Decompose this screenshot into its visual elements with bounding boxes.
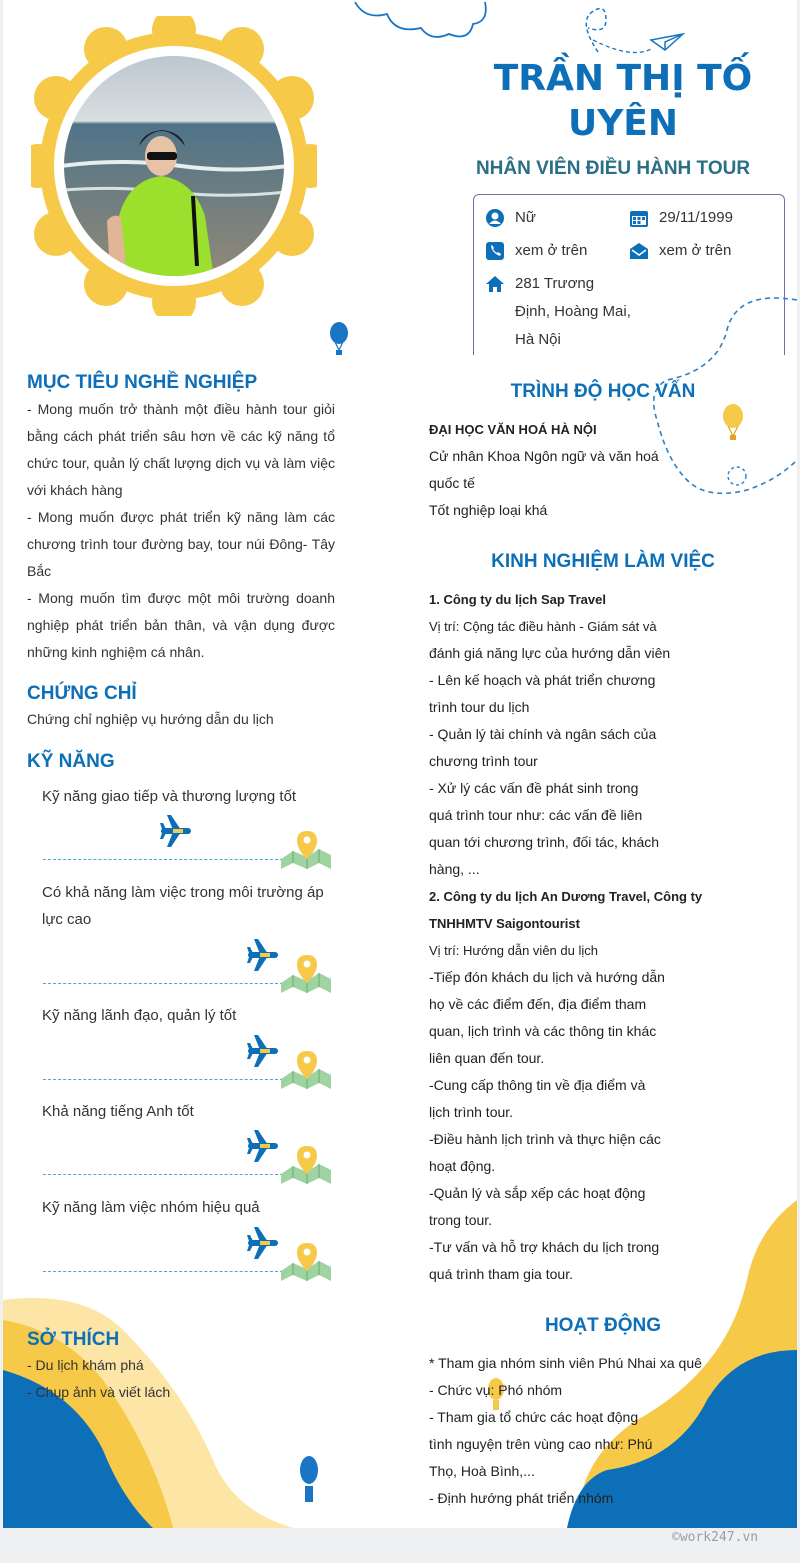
experience-line: đánh giá năng lực của hướng dẫn viên (429, 645, 671, 661)
experience-line: 2. Công ty du lịch An Dương Travel, Công ty (429, 889, 703, 904)
map-pin-icon (279, 1241, 333, 1283)
experience-line: - Xử lý các vấn đề phát sinh trong (429, 780, 639, 796)
hobbies-heading: SỞ THÍCH (27, 1329, 120, 1350)
paper-plane-icon (651, 34, 683, 50)
experience-line: -Cung cấp thông tin về địa điểm và (429, 1077, 646, 1093)
hobby-item: - Du lịch khám phá (27, 1357, 144, 1373)
grade: Tốt nghiệp loại khá (429, 502, 548, 518)
map-pin-icon (279, 1144, 333, 1186)
user-icon (485, 208, 505, 228)
experience-line: Vị trí: Cộng tác điều hành - Giám sát và (429, 619, 657, 634)
cloud-decoration (355, 2, 486, 37)
airplane-icon (246, 1033, 280, 1069)
skill-dashed-line (43, 859, 283, 860)
objective-item: - Mong muốn tìm được một môi trường doanh nghiệp phát triển bản thân, và vận dụng được những kinh nghiệm cá nhân. (27, 590, 335, 660)
address-value (515, 270, 631, 354)
birthday-value: 29/11/1999 (659, 209, 733, 226)
education-block (429, 416, 749, 524)
airplane-icon (159, 813, 193, 849)
address-line: Hà Nội (515, 331, 561, 348)
experience-line: -Điều hành lịch trình và thực hiện các (429, 1131, 661, 1147)
skill-item: Có khả năng làm việc trong môi trường áp lực cao (42, 884, 324, 928)
skill-item: Kỹ năng giao tiếp và thương lượng tốt (42, 788, 297, 805)
balloon-blue-bottom-icon (300, 1456, 318, 1502)
airplane-icon (246, 1225, 280, 1261)
name-line-2: UYÊN (567, 103, 679, 144)
experience-line: hàng, ... (429, 861, 480, 877)
skills-heading: KỸ NĂNG (27, 751, 115, 772)
watermark: ©work247.vn (672, 1530, 759, 1545)
map-pin-icon (279, 953, 333, 995)
airplane-icon (246, 937, 280, 973)
home-icon (485, 274, 505, 294)
skill-item: Khả năng tiếng Anh tốt (42, 1103, 194, 1120)
address-line: 281 Trương (515, 275, 595, 292)
skill-dashed-line (43, 1271, 283, 1272)
hobbies-list (27, 1352, 170, 1406)
activities-block (429, 1350, 759, 1512)
hobby-item: - Chụp ảnh và viết lách (27, 1384, 171, 1400)
experience-line: quá trình tham gia tour. (429, 1266, 573, 1282)
skill-dashed-line (43, 1174, 283, 1175)
degree-line: quốc tế (429, 475, 475, 491)
activity-line: * Tham gia nhóm sinh viên Phú Nhai xa quê (429, 1355, 702, 1371)
experience-line: Vị trí: Hướng dẫn viên du lịch (429, 943, 598, 958)
skill-item: Kỹ năng làm việc nhóm hiệu quả (42, 1199, 260, 1216)
calendar-icon (629, 208, 649, 228)
objective-item: - Mong muốn trở thành một điều hành tour giỏi bằng cách phát triển sâu hơn về các kỹ năng tổ chức tour, quản lý chất lượng dịch vụ và làm việc với khách hàng (27, 401, 335, 498)
experience-line: -Tiếp đón khách du lịch và hướng dẫn (429, 969, 665, 985)
experience-line: - Lên kế hoạch và phát triển chương (429, 672, 656, 688)
activity-line: - Chức vụ: Phó nhóm (429, 1382, 563, 1398)
address-line: Định, Hoàng Mai, (515, 303, 631, 320)
experience-line: quan, lịch trình và các thông tin khác (429, 1023, 657, 1039)
map-pin-icon (279, 1049, 333, 1091)
activity-line: - Định hướng phát triển nhóm (429, 1490, 614, 1506)
education-heading: TRÌNH ĐỘ HỌC VẤN (510, 381, 696, 402)
experience-line: 1. Công ty du lịch Sap Travel (429, 592, 606, 607)
experience-line: hoạt động. (429, 1158, 496, 1174)
skill-item: Kỹ năng lãnh đạo, quản lý tốt (42, 1007, 237, 1024)
degree-line: Cử nhân Khoa Ngôn ngữ và văn hoá (429, 448, 659, 464)
skill-dashed-line (43, 983, 283, 984)
certificates-heading: CHỨNG CHỈ (27, 683, 137, 704)
job-title: NHÂN VIÊN ĐIỀU HÀNH TOUR (475, 158, 751, 179)
experience-line: quan tới chương trình, đối tác, khách (429, 834, 660, 850)
dashed-path-top-2 (593, 40, 653, 53)
map-pin-icon (279, 829, 333, 871)
activity-line: - Tham gia tổ chức các hoạt động (429, 1409, 639, 1425)
experience-line: trong tour. (429, 1212, 493, 1228)
objective-text (27, 396, 335, 666)
experience-line: trình tour du lịch (429, 699, 530, 715)
experience-line: quá trình tour như: các vấn đề liên (429, 807, 643, 823)
candidate-name (473, 56, 773, 146)
balloon-blue-icon (330, 322, 348, 355)
certificate-item: Chứng chỉ nghiệp vụ hướng dẫn du lịch (27, 711, 274, 727)
email-value: xem ở trên (659, 242, 732, 259)
photo-scene (31, 16, 317, 316)
experience-block (429, 586, 759, 1288)
profile-photo (31, 16, 317, 316)
gender-value: Nữ (515, 209, 536, 226)
phone-icon (485, 241, 505, 261)
activities-heading: HOẠT ĐỘNG (544, 1315, 662, 1336)
objective-item: - Mong muốn được phát triển kỹ năng làm các chương trình tour đường bay, tour núi Đông- Tây Bắc (27, 509, 335, 579)
experience-line: - Quản lý tài chính và ngân sách của (429, 726, 657, 742)
experience-heading: KINH NGHIỆM LÀM VIỆC (491, 551, 715, 572)
experience-line: TNHHMTV Saigontourist (429, 916, 580, 931)
objective-heading: MỤC TIÊU NGHỀ NGHIỆP (27, 372, 258, 393)
airplane-icon (246, 1128, 280, 1164)
experience-line: -Quản lý và sắp xếp các hoạt động (429, 1185, 646, 1201)
experience-line: họ về các điểm đến, địa điểm tham (429, 996, 647, 1012)
name-line-1: TRẦN THỊ TỐ (493, 58, 753, 99)
experience-line: -Tư vấn và hỗ trợ khách du lịch trong (429, 1239, 660, 1255)
experience-line: chương trình tour (429, 753, 538, 769)
activity-line: tình nguyện trên vùng cao như: Phú (429, 1436, 653, 1452)
cv-page (3, 0, 797, 1528)
envelope-icon (629, 241, 649, 261)
phone-value: xem ở trên (515, 242, 588, 259)
school-name: ĐẠI HỌC VĂN HOÁ HÀ NỘI (429, 422, 597, 437)
dashed-path-top (586, 8, 606, 52)
experience-line: liên quan đến tour. (429, 1050, 545, 1066)
skill-dashed-line (43, 1079, 283, 1080)
activity-line: Thọ, Hoà Bình,... (429, 1463, 535, 1479)
experience-line: lịch trình tour. (429, 1104, 514, 1120)
